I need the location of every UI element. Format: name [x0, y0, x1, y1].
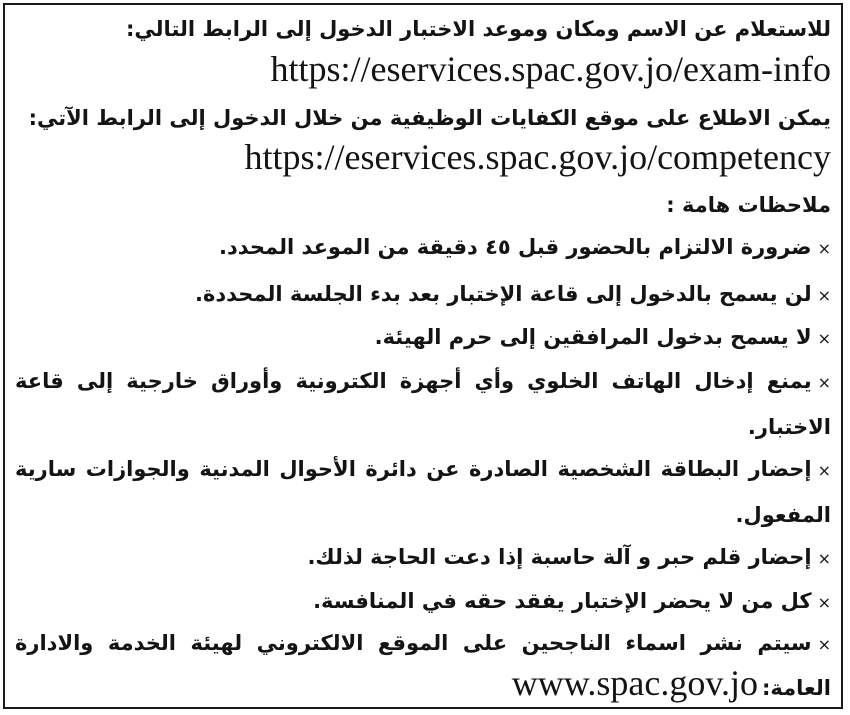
note-item [15, 367, 831, 397]
note-item [15, 543, 831, 573]
note-item [15, 587, 831, 617]
note-continuation: الاختبار. [747, 415, 831, 439]
final-label: العامة: [762, 676, 831, 700]
competency-link[interactable]: https://eservices.spac.gov.jo/competency [244, 137, 831, 177]
bullet-icon: × [817, 329, 831, 348]
exam-info-label: للاستعلام عن الاسم ومكان وموعد الاختبار الدخول إلى الرابط التالي: [126, 17, 831, 41]
note-text: إحضار البطاقة الشخصية الصادرة عن دائرة الأحوال المدنية والجوازات سارية [15, 457, 812, 481]
bullet-icon: × [817, 286, 831, 305]
bullet-icon: × [817, 239, 831, 258]
spac-website-link[interactable]: www.spac.gov.jo [511, 663, 759, 703]
announcement-box [3, 3, 843, 709]
bullet-icon: × [817, 461, 831, 480]
note-text: سيتم نشر اسماء الناجحين على الموقع الالكتروني لهيئة الخدمة والادارة [15, 631, 812, 655]
note-text: إحضار قلم حبر و آلة حاسبة إذا دعت الحاجة لذلك. [307, 545, 812, 569]
competency-label: يمكن الاطلاع على موقع الكفايات الوظيفية من خلال الدخول إلى الرابط الآتي: [28, 106, 831, 130]
note-item [15, 629, 831, 659]
bullet-icon: × [817, 635, 831, 654]
note-text: يمنع إدخال الهاتف الخلوي وأي أجهزة الكترونية وأوراق خارجية إلى قاعة [15, 369, 812, 393]
final-line [15, 663, 831, 708]
note-text: ضرورة الالتزام بالحضور قبل ٤٥ دقيقة من الموعد المحدد. [218, 235, 812, 259]
note-item [15, 323, 831, 353]
bullet-icon: × [817, 549, 831, 568]
bullet-icon: × [817, 593, 831, 612]
note-text: لا يسمح بدخول المرافقين إلى حرم الهيئة. [374, 325, 812, 349]
note-continuation: المفعول. [735, 503, 831, 527]
note-item [15, 455, 831, 485]
note-item [15, 280, 831, 310]
note-text: لن يسمح بالدخول إلى قاعة الإختبار بعد بدء الجلسة المحددة. [195, 282, 812, 306]
bullet-icon: × [817, 373, 831, 392]
note-text: كل من لا يحضر الإختبار يفقد حقه في المنافسة. [313, 589, 812, 613]
note-item [15, 233, 831, 263]
notes-heading: ملاحظات هامة : [666, 193, 831, 217]
exam-info-link[interactable]: https://eservices.spac.gov.jo/exam-info [270, 49, 831, 89]
